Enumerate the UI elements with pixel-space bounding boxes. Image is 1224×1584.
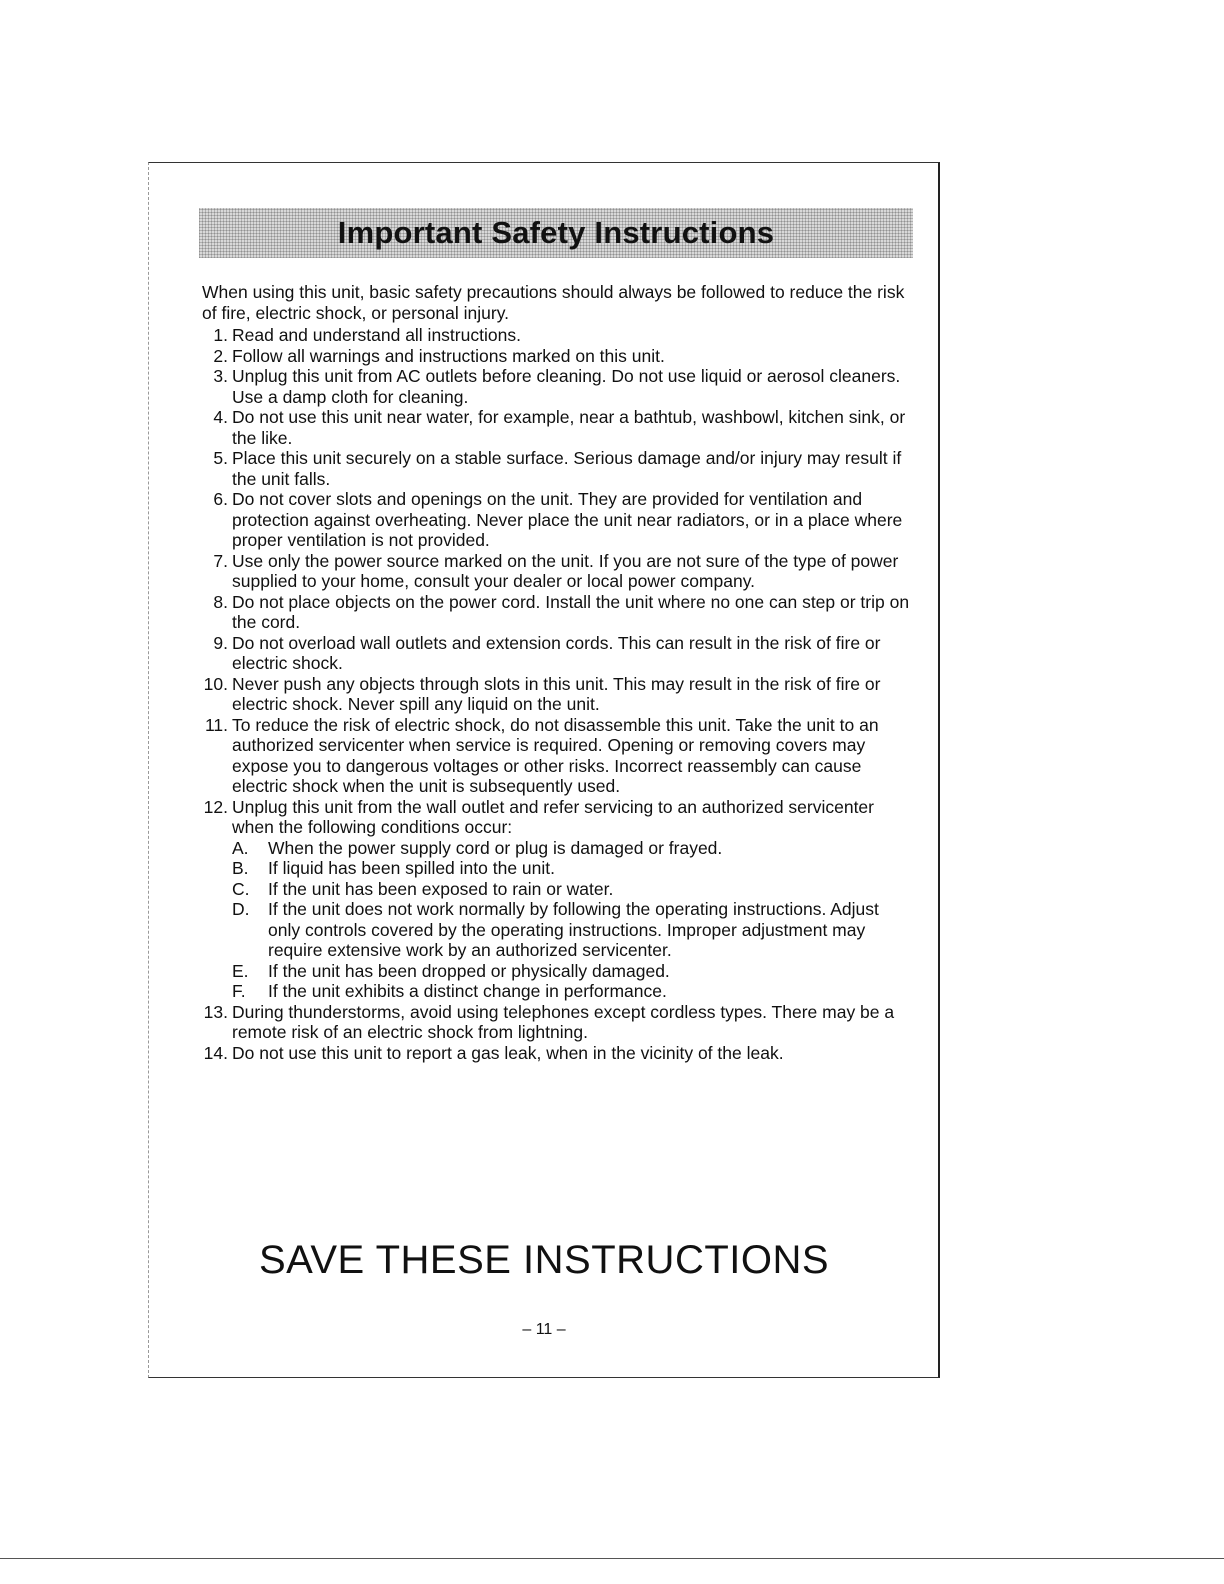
sub-item-letter: A. [232, 837, 249, 858]
sub-item-letter: E. [232, 960, 249, 981]
list-item [202, 633, 914, 674]
item-number: 1. [213, 325, 228, 345]
item-text: Use only the power source marked on the unit. If you are not sure of the type of power supplied to your home, consult your dealer or local power company. [232, 550, 899, 591]
sub-list-item [232, 879, 914, 900]
sub-list-item [232, 961, 914, 982]
item-text: Do not place objects on the power cord. Install the unit where no one can step or trip on the cord. [232, 591, 910, 632]
sub-item-letter: D. [232, 899, 250, 919]
list-item [202, 1002, 914, 1043]
item-number: 10. [203, 673, 228, 694]
item-text: Unplug this unit from the wall outlet and refer servicing to an authorized servicenter when the following conditions occur: [232, 796, 874, 837]
sub-item-text: If liquid has been spilled into the unit. [268, 858, 555, 878]
list-item [202, 1043, 914, 1064]
item-number: 3. [213, 366, 228, 386]
list-item [202, 797, 914, 1002]
item-number: 5. [213, 448, 228, 468]
item-number: 6. [213, 489, 228, 509]
list-item [202, 407, 914, 448]
item-number: 4. [213, 407, 228, 427]
sub-item-text: If the unit has been dropped or physically damaged. [268, 960, 670, 981]
instructions-list [202, 325, 914, 1063]
item-text: Follow all warnings and instructions marked on this unit. [232, 345, 665, 366]
list-item [202, 674, 914, 715]
instructions-content [202, 282, 914, 1063]
item-text: Never push any objects through slots in this unit. This may result in the risk of fire or electric shock. Never spill any liquid on the unit. [232, 673, 881, 714]
item-number: 12. [203, 796, 228, 817]
list-item [202, 592, 914, 633]
item-number: 2. [213, 345, 228, 366]
item-number: 9. [213, 632, 228, 653]
list-item [202, 715, 914, 797]
item-number: 11. [204, 714, 228, 735]
sub-item-text: When the power supply cord or plug is damaged or frayed. [268, 837, 723, 858]
sub-list-item [232, 899, 914, 961]
item-text: Do not overload wall outlets and extension cords. This can result in the risk of fire or electric shock. [232, 632, 881, 673]
item-text: Unplug this unit from AC outlets before cleaning. Do not use liquid or aerosol cleaners. Use a damp cloth for cleaning. [232, 366, 901, 407]
sub-item-letter: C. [232, 878, 250, 899]
list-item [202, 448, 914, 489]
title-banner [199, 208, 913, 258]
item-number: 14. [203, 1042, 228, 1063]
item-number: 13. [203, 1001, 228, 1022]
intro-paragraph: When using this unit, basic safety precautions should always be followed to reduce the risk of fire, electric shock, or personal injury. [202, 282, 905, 323]
save-instructions-heading: SAVE THESE INSTRUCTIONS [258, 1238, 830, 1282]
page-title: Important Safety Instructions [337, 215, 775, 250]
item-text: During thunderstorms, avoid using telephones except cordless types. There may be a remote risk of an electric shock from lightning. [232, 1001, 895, 1042]
list-item [202, 489, 914, 551]
item-number: 7. [213, 550, 228, 571]
item-text: Do not use this unit near water, for example, near a bathtub, washbowl, kitchen sink, or the like. [232, 407, 906, 448]
conditions-list [232, 838, 914, 1002]
item-text: Do not cover slots and openings on the unit. They are provided for ventilation and protection against overheating. Never place the unit near radiators, or in a place where proper ventilation is not provided. [232, 489, 903, 550]
sub-list-item [232, 838, 914, 859]
item-text: To reduce the risk of electric shock, do not disassemble this unit. Take the unit to an authorized servicenter when service is required. Opening or removing covers may expose you to dangerous voltages or other risks. Incorrect reassembly can cause electric shock when the unit is subsequently used. [232, 714, 879, 796]
item-text: Read and understand all instructions. [232, 325, 521, 345]
sub-item-text: If the unit exhibits a distinct change in performance. [268, 981, 667, 1001]
list-item [202, 325, 914, 346]
sub-list-item [232, 858, 914, 879]
list-item [202, 366, 914, 407]
list-item [202, 551, 914, 592]
item-number: 8. [213, 591, 228, 612]
sub-item-text: If the unit has been exposed to rain or water. [268, 878, 614, 899]
sub-list-item [232, 981, 914, 1002]
sub-item-text: If the unit does not work normally by following the operating instructions. Adjust only controls covered by the operating instructions. Improper adjustment may require extensive work by an authorized servicenter. [268, 899, 879, 960]
item-text: Place this unit securely on a stable surface. Serious damage and/or injury may result if the unit falls. [232, 448, 902, 489]
list-item [202, 346, 914, 367]
item-text: Do not use this unit to report a gas leak, when in the vicinity of the leak. [232, 1042, 784, 1063]
bottom-divider [0, 1558, 1224, 1559]
sub-item-letter: F. [232, 981, 246, 1001]
sub-item-letter: B. [232, 858, 249, 878]
page-number: – 11 – [522, 1321, 566, 1338]
